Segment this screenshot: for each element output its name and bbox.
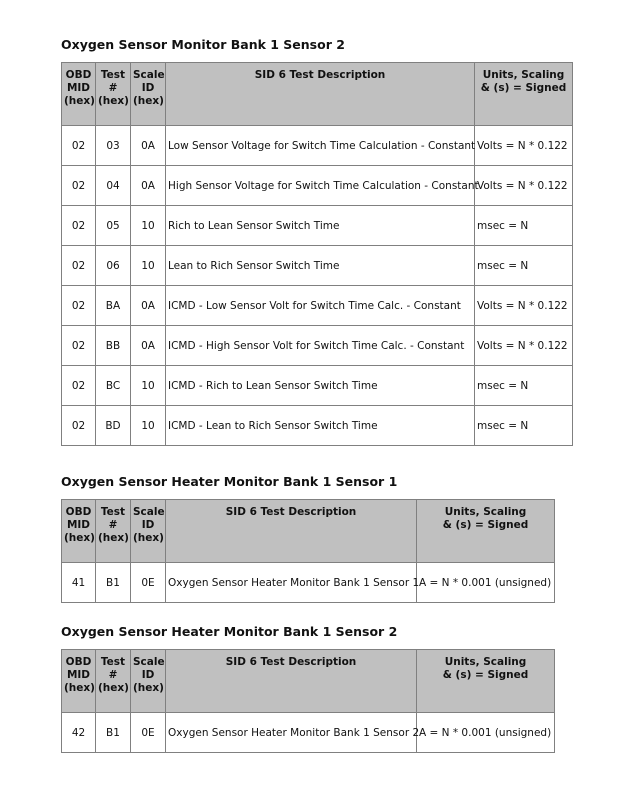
test-table — [61, 499, 555, 603]
section-title: Oxygen Sensor Monitor Bank 1 Sensor 2 — [61, 37, 345, 52]
cell-units: Volts = N * 0.122 — [475, 286, 573, 326]
cell-description: Oxygen Sensor Heater Monitor Bank 1 Sensor 2 — [166, 713, 417, 753]
cell-test-id: 04 — [96, 166, 131, 206]
header-scale-id: Scale ID (hex) — [131, 63, 166, 126]
cell-description: Low Sensor Voltage for Switch Time Calculation - Constant — [166, 126, 475, 166]
header-units: Units, Scaling & (s) = Signed — [475, 63, 573, 126]
table-header-row — [62, 500, 555, 563]
cell-test-id: BC — [96, 366, 131, 406]
cell-obd-mid: 02 — [62, 366, 96, 406]
table-row — [62, 563, 555, 603]
cell-test-id: BA — [96, 286, 131, 326]
cell-obd-mid: 41 — [62, 563, 96, 603]
cell-test-id: 05 — [96, 206, 131, 246]
cell-units: msec = N — [475, 206, 573, 246]
table-row — [62, 166, 573, 206]
cell-description: ICMD - Rich to Lean Sensor Switch Time — [166, 366, 475, 406]
header-description: SID 6 Test Description — [166, 63, 475, 126]
table-row — [62, 126, 573, 166]
cell-units: A = N * 0.001 (unsigned) — [417, 713, 555, 753]
header-obd-mid: OBD MID (hex) — [62, 650, 96, 713]
header-test-id: Test # (hex) — [96, 650, 131, 713]
cell-obd-mid: 02 — [62, 206, 96, 246]
cell-scale-id: 10 — [131, 246, 166, 286]
section-title: Oxygen Sensor Heater Monitor Bank 1 Sensor 2 — [61, 624, 398, 639]
cell-description: ICMD - Low Sensor Volt for Switch Time Calc. - Constant — [166, 286, 475, 326]
cell-obd-mid: 02 — [62, 246, 96, 286]
cell-test-id: B1 — [96, 563, 131, 603]
header-units: Units, Scaling & (s) = Signed — [417, 650, 555, 713]
test-table — [61, 649, 555, 753]
cell-description: ICMD - High Sensor Volt for Switch Time Calc. - Constant — [166, 326, 475, 366]
table-row — [62, 286, 573, 326]
cell-units: msec = N — [475, 366, 573, 406]
table-row — [62, 246, 573, 286]
cell-scale-id: 0E — [131, 563, 166, 603]
header-test-id: Test # (hex) — [96, 63, 131, 126]
cell-obd-mid: 02 — [62, 286, 96, 326]
cell-obd-mid: 02 — [62, 406, 96, 446]
cell-units: Volts = N * 0.122 — [475, 126, 573, 166]
test-table — [61, 62, 573, 446]
cell-scale-id: 10 — [131, 206, 166, 246]
cell-test-id: 03 — [96, 126, 131, 166]
header-units: Units, Scaling & (s) = Signed — [417, 500, 555, 563]
cell-scale-id: 0A — [131, 166, 166, 206]
table-row — [62, 406, 573, 446]
cell-obd-mid: 02 — [62, 166, 96, 206]
cell-test-id: 06 — [96, 246, 131, 286]
cell-scale-id: 10 — [131, 406, 166, 446]
header-scale-id: Scale ID (hex) — [131, 500, 166, 563]
table-row — [62, 326, 573, 366]
section-heater-monitor-b1s1 — [61, 473, 555, 603]
cell-description: ICMD - Lean to Rich Sensor Switch Time — [166, 406, 475, 446]
cell-test-id: BD — [96, 406, 131, 446]
cell-description: Lean to Rich Sensor Switch Time — [166, 246, 475, 286]
cell-units: msec = N — [475, 406, 573, 446]
cell-scale-id: 10 — [131, 366, 166, 406]
cell-description: High Sensor Voltage for Switch Time Calculation - Constant — [166, 166, 475, 206]
cell-units: Volts = N * 0.122 — [475, 166, 573, 206]
section-heater-monitor-b1s2 — [61, 623, 555, 753]
cell-test-id: BB — [96, 326, 131, 366]
table-header-row — [62, 63, 573, 126]
header-obd-mid: OBD MID (hex) — [62, 63, 96, 126]
section-title: Oxygen Sensor Heater Monitor Bank 1 Sensor 1 — [61, 474, 398, 489]
header-description: SID 6 Test Description — [166, 650, 417, 713]
table-header-row — [62, 650, 555, 713]
table-row — [62, 713, 555, 753]
header-scale-id: Scale ID (hex) — [131, 650, 166, 713]
section-o2-monitor-b1s2 — [61, 36, 573, 446]
cell-description: Rich to Lean Sensor Switch Time — [166, 206, 475, 246]
cell-scale-id: 0E — [131, 713, 166, 753]
table-row — [62, 366, 573, 406]
cell-units: msec = N — [475, 246, 573, 286]
cell-obd-mid: 42 — [62, 713, 96, 753]
header-test-id: Test # (hex) — [96, 500, 131, 563]
cell-scale-id: 0A — [131, 286, 166, 326]
header-obd-mid: OBD MID (hex) — [62, 500, 96, 563]
cell-units: Volts = N * 0.122 — [475, 326, 573, 366]
cell-scale-id: 0A — [131, 326, 166, 366]
cell-test-id: B1 — [96, 713, 131, 753]
cell-description: Oxygen Sensor Heater Monitor Bank 1 Sensor 1 — [166, 563, 417, 603]
table-row — [62, 206, 573, 246]
cell-scale-id: 0A — [131, 126, 166, 166]
cell-obd-mid: 02 — [62, 126, 96, 166]
cell-obd-mid: 02 — [62, 326, 96, 366]
cell-units: A = N * 0.001 (unsigned) — [417, 563, 555, 603]
header-description: SID 6 Test Description — [166, 500, 417, 563]
